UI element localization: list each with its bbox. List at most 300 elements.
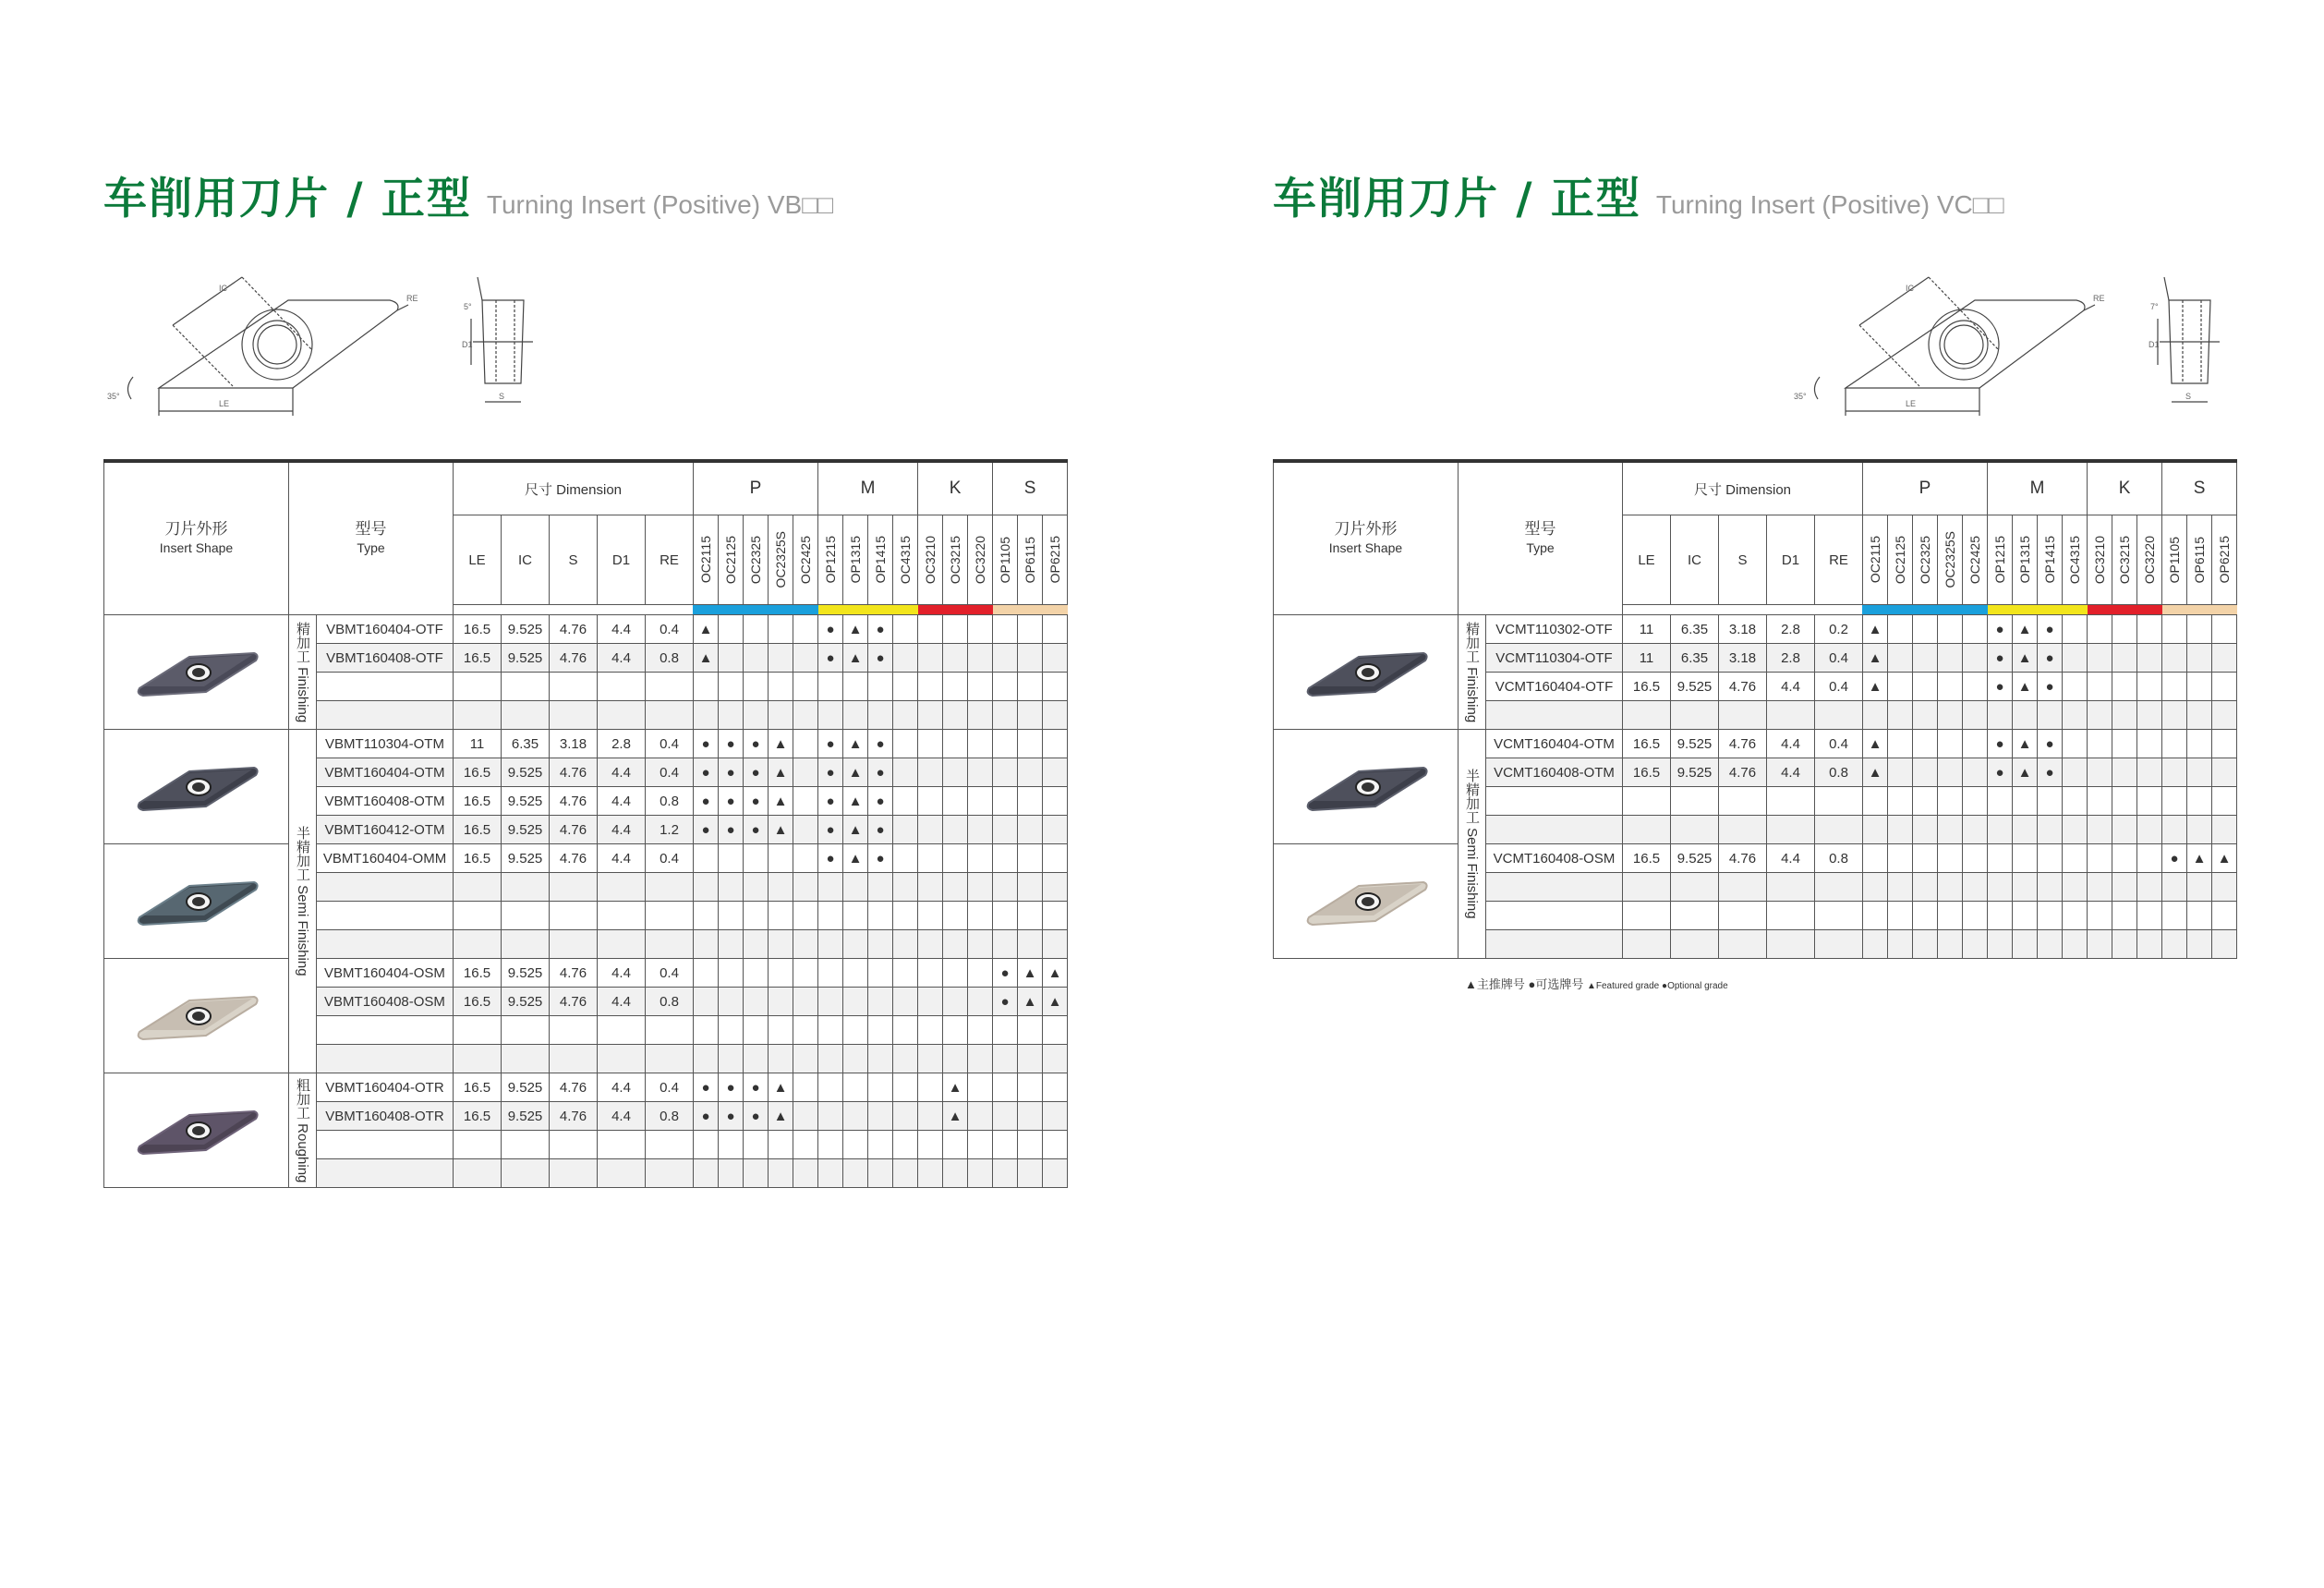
- grade-mark-cell: [1938, 701, 1963, 730]
- grade-mark-cell: [1043, 787, 1068, 816]
- grade-mark-cell: [2112, 615, 2137, 644]
- grade-col-op1315: [843, 515, 868, 605]
- grade-mark-cell: [1888, 787, 1913, 816]
- dim-cell: 9.525: [502, 644, 550, 673]
- dim-cell: 4.4: [598, 644, 646, 673]
- grade-mark-cell: [793, 816, 818, 844]
- grade-mark-cell: [1018, 1073, 1043, 1102]
- color-band: [818, 605, 843, 615]
- grade-mark-cell: [2212, 644, 2237, 673]
- group-header-k: K: [918, 461, 993, 515]
- grade-mark-cell: [843, 701, 868, 730]
- dim-cell: 4.76: [550, 844, 598, 873]
- grade-mark-cell: [1043, 701, 1068, 730]
- dim-cell: [1719, 902, 1767, 930]
- grade-label: OC2325: [748, 535, 764, 585]
- grade-mark-cell: [1938, 730, 1963, 758]
- grade-mark-cell: [793, 644, 818, 673]
- group-header-k: K: [2088, 461, 2162, 515]
- grade-mark-cell: [968, 988, 993, 1016]
- dim-cell: 1.2: [646, 816, 694, 844]
- grade-mark-cell: ▲: [2187, 844, 2212, 873]
- color-band: [2013, 605, 2038, 615]
- dim-cell: [550, 873, 598, 902]
- insert-shape-cell: [104, 844, 289, 959]
- dim-cell: 0.8: [646, 988, 694, 1016]
- dim-cell: [646, 873, 694, 902]
- grade-mark-cell: [744, 988, 769, 1016]
- dim-cell: 0.8: [1815, 844, 1863, 873]
- grade-mark-cell: [1043, 1016, 1068, 1045]
- grade-label: OP6115: [2192, 536, 2208, 584]
- grade-label: OP1215: [823, 536, 839, 584]
- grade-mark-cell: [744, 1131, 769, 1159]
- grade-mark-cell: [993, 873, 1018, 902]
- grade-mark-cell: ▲: [2013, 758, 2038, 787]
- grade-mark-cell: [1913, 673, 1938, 701]
- grade-label: OP1415: [873, 536, 889, 584]
- grade-mark-cell: [1018, 673, 1043, 701]
- grade-mark-cell: [993, 1159, 1018, 1188]
- grade-mark-cell: ●: [694, 816, 719, 844]
- grade-mark-cell: [943, 787, 968, 816]
- grade-mark-cell: [843, 873, 868, 902]
- grade-mark-cell: [1963, 644, 1988, 673]
- grade-mark-cell: [943, 1045, 968, 1073]
- grade-mark-cell: [2212, 816, 2237, 844]
- grade-mark-cell: [1938, 673, 1963, 701]
- grade-mark-cell: ▲: [2013, 615, 2038, 644]
- grade-mark-cell: ●: [744, 1102, 769, 1131]
- grade-mark-cell: [2038, 816, 2063, 844]
- dim-cell: 16.5: [454, 844, 502, 873]
- grade-mark-cell: [1913, 701, 1938, 730]
- dim-cell: [1671, 816, 1719, 844]
- grade-mark-cell: [893, 902, 918, 930]
- grade-mark-cell: [2112, 673, 2137, 701]
- grade-col-op1415: [2038, 515, 2063, 605]
- grade-mark-cell: [893, 758, 918, 787]
- grade-mark-cell: [2162, 930, 2187, 959]
- grade-mark-cell: [2137, 873, 2162, 902]
- grade-mark-cell: [943, 873, 968, 902]
- dim-cell: 16.5: [454, 1073, 502, 1102]
- grade-mark-cell: [1888, 701, 1913, 730]
- grade-mark-cell: [2063, 816, 2088, 844]
- grade-mark-cell: [769, 988, 793, 1016]
- grade-mark-cell: [993, 644, 1018, 673]
- grade-mark-cell: [993, 930, 1018, 959]
- grade-mark-cell: ▲: [1043, 959, 1068, 988]
- grade-mark-cell: [818, 1073, 843, 1102]
- grade-col-oc3210: [2088, 515, 2112, 605]
- grade-mark-cell: [818, 1159, 843, 1188]
- type-cell: [1486, 787, 1623, 816]
- dim-cell: [646, 1131, 694, 1159]
- grade-mark-cell: ●: [818, 816, 843, 844]
- dim-cell: [454, 902, 502, 930]
- grade-mark-cell: [2063, 844, 2088, 873]
- grade-label: OC2325S: [1943, 531, 1958, 588]
- color-band: [793, 605, 818, 615]
- grade-mark-cell: [1963, 701, 1988, 730]
- grade-mark-cell: [2013, 844, 2038, 873]
- dim-col-ic: IC: [1671, 515, 1719, 605]
- grade-mark-cell: [769, 1159, 793, 1188]
- type-cell: VBMT160404-OTF: [317, 615, 454, 644]
- table-row: [104, 959, 1068, 988]
- grade-mark-cell: [744, 673, 769, 701]
- dim-cell: [1767, 902, 1815, 930]
- grade-mark-cell: ●: [2038, 730, 2063, 758]
- table-row: [1274, 844, 2237, 873]
- le-label: LE: [219, 399, 230, 408]
- grade-mark-cell: [993, 1045, 1018, 1073]
- insert-photo-3: [1301, 869, 1431, 934]
- grade-mark-cell: ●: [2038, 673, 2063, 701]
- grade-mark-cell: [893, 644, 918, 673]
- grade-col-oc2125: [719, 515, 744, 605]
- dim-cell: 16.5: [454, 787, 502, 816]
- category-cell: [1459, 730, 1486, 959]
- grade-mark-cell: ▲: [2013, 673, 2038, 701]
- grade-mark-cell: [719, 902, 744, 930]
- dim-cell: [454, 1159, 502, 1188]
- dim-cell: 16.5: [454, 988, 502, 1016]
- grade-mark-cell: [793, 730, 818, 758]
- dim-cell: [1623, 873, 1671, 902]
- grade-mark-cell: [1888, 930, 1913, 959]
- grade-mark-cell: [1938, 930, 1963, 959]
- grade-mark-cell: ▲: [1018, 959, 1043, 988]
- grade-mark-cell: [2088, 930, 2112, 959]
- grade-mark-cell: [868, 1102, 893, 1131]
- grade-mark-cell: ▲: [843, 730, 868, 758]
- insert-photo-1: [132, 640, 261, 705]
- grade-mark-cell: [1043, 673, 1068, 701]
- category-label: 粗加工 Roughing: [295, 1077, 310, 1183]
- legend: [1465, 975, 1728, 992]
- group-header-p: P: [694, 461, 818, 515]
- grade-mark-cell: [2088, 758, 2112, 787]
- grade-mark-cell: [993, 902, 1018, 930]
- grade-mark-cell: [943, 988, 968, 1016]
- grade-mark-cell: [793, 673, 818, 701]
- grade-mark-cell: [719, 959, 744, 988]
- category-label: 半精加工 Semi Finishing: [295, 826, 310, 976]
- grade-mark-cell: ●: [868, 644, 893, 673]
- dim-cell: 4.76: [550, 959, 598, 988]
- grade-mark-cell: [893, 1016, 918, 1045]
- color-band: [943, 605, 968, 615]
- grade-mark-cell: [1863, 701, 1888, 730]
- grade-mark-cell: [719, 1045, 744, 1073]
- grade-col-op6115: [1018, 515, 1043, 605]
- grade-mark-cell: [1043, 816, 1068, 844]
- grade-col-op1105: [993, 515, 1018, 605]
- dim-cell: [1815, 902, 1863, 930]
- grade-mark-cell: [744, 701, 769, 730]
- grade-label: OC3220: [2142, 535, 2158, 585]
- grade-mark-cell: [1938, 873, 1963, 902]
- grade-mark-cell: [918, 988, 943, 1016]
- grade-mark-cell: [843, 673, 868, 701]
- grade-label: OC2115: [698, 536, 714, 584]
- grade-mark-cell: [2088, 873, 2112, 902]
- dim-cell: [502, 1016, 550, 1045]
- grade-mark-cell: [1963, 873, 1988, 902]
- grade-col-oc3215: [2112, 515, 2137, 605]
- type-cell: VBMT160412-OTM: [317, 816, 454, 844]
- grade-mark-cell: ▲: [843, 816, 868, 844]
- grade-mark-cell: [1018, 844, 1043, 873]
- grade-mark-cell: [1913, 930, 1938, 959]
- grade-mark-cell: [918, 730, 943, 758]
- grade-mark-cell: [818, 902, 843, 930]
- dim-cell: 6.35: [502, 730, 550, 758]
- grade-mark-cell: ▲: [694, 615, 719, 644]
- grade-mark-cell: ▲: [843, 644, 868, 673]
- grade-mark-cell: [2088, 902, 2112, 930]
- grade-mark-cell: [818, 1016, 843, 1045]
- grade-mark-cell: [1963, 930, 1988, 959]
- grade-mark-cell: [968, 1045, 993, 1073]
- grade-mark-cell: [793, 959, 818, 988]
- dim-cell: [598, 1131, 646, 1159]
- ic-label: IC: [219, 284, 227, 293]
- grade-mark-cell: [968, 701, 993, 730]
- grade-mark-cell: [2088, 787, 2112, 816]
- grade-mark-cell: ●: [868, 844, 893, 873]
- dim-cell: [550, 701, 598, 730]
- grade-mark-cell: [843, 930, 868, 959]
- grade-mark-cell: [2212, 730, 2237, 758]
- grade-mark-cell: [868, 902, 893, 930]
- grade-mark-cell: [893, 816, 918, 844]
- grade-mark-cell: [1043, 873, 1068, 902]
- grade-mark-cell: [793, 1102, 818, 1131]
- dim-cell: 16.5: [1623, 758, 1671, 787]
- color-band: [843, 605, 868, 615]
- dim-cell: 4.76: [550, 644, 598, 673]
- dim-cell: 6.35: [1671, 644, 1719, 673]
- grade-mark-cell: [2013, 873, 2038, 902]
- grade-mark-cell: [1888, 844, 1913, 873]
- insert-shape-cell: [104, 1073, 289, 1188]
- dim-cell: 16.5: [1623, 844, 1671, 873]
- grade-mark-cell: [744, 1045, 769, 1073]
- grade-mark-cell: [2112, 873, 2137, 902]
- grade-mark-cell: [893, 730, 918, 758]
- grade-mark-cell: [993, 787, 1018, 816]
- grade-mark-cell: [918, 930, 943, 959]
- grade-mark-cell: [694, 930, 719, 959]
- dim-cell: 11: [454, 730, 502, 758]
- dim-cell: [598, 902, 646, 930]
- grade-mark-cell: ●: [818, 730, 843, 758]
- insert-shape-en: Insert Shape: [159, 540, 234, 555]
- grade-mark-cell: [893, 844, 918, 873]
- dim-col-le: LE: [454, 515, 502, 605]
- grade-mark-cell: [943, 1159, 968, 1188]
- dim-col-le: LE: [1623, 515, 1671, 605]
- type-cell: [317, 1131, 454, 1159]
- grade-label: OC2325: [1918, 535, 1933, 585]
- re-label: RE: [2093, 294, 2105, 303]
- dim-cell: 0.2: [1815, 615, 1863, 644]
- grade-mark-cell: [1888, 644, 1913, 673]
- grade-mark-cell: [2162, 787, 2187, 816]
- grade-mark-cell: [1913, 758, 1938, 787]
- grade-mark-cell: [1988, 844, 2013, 873]
- color-band: [719, 605, 744, 615]
- dim-cell: 0.8: [646, 787, 694, 816]
- type-label: [289, 520, 453, 557]
- type-cell: [317, 930, 454, 959]
- dim-cell: 16.5: [1623, 673, 1671, 701]
- dim-cell: 11: [1623, 644, 1671, 673]
- dimension-header: 尺寸 Dimension: [454, 461, 694, 515]
- grade-mark-cell: ▲: [1863, 758, 1888, 787]
- grade-mark-cell: [943, 816, 968, 844]
- insert-shape-cell: [1274, 615, 1459, 730]
- grade-mark-cell: [2038, 701, 2063, 730]
- grade-mark-cell: [2013, 787, 2038, 816]
- type-cell: VCMT110302-OTF: [1486, 615, 1623, 644]
- type-cell: VBMT160404-OTR: [317, 1073, 454, 1102]
- grade-mark-cell: [744, 644, 769, 673]
- grade-mark-cell: [1863, 902, 1888, 930]
- group-header-p: P: [1863, 461, 1988, 515]
- grade-mark-cell: [719, 1159, 744, 1188]
- grade-mark-cell: ▲: [769, 816, 793, 844]
- grade-mark-cell: ▲: [843, 787, 868, 816]
- type-header: [1459, 461, 1623, 615]
- grade-mark-cell: [868, 1131, 893, 1159]
- grade-mark-cell: [2013, 930, 2038, 959]
- grade-mark-cell: [1888, 758, 1913, 787]
- grade-mark-cell: [769, 644, 793, 673]
- color-band: [1018, 605, 1043, 615]
- grade-mark-cell: [1938, 902, 1963, 930]
- grade-mark-cell: ●: [818, 644, 843, 673]
- grade-col-op1105: [2162, 515, 2187, 605]
- grade-mark-cell: [918, 1016, 943, 1045]
- color-band: [2112, 605, 2137, 615]
- grade-mark-cell: [2187, 615, 2212, 644]
- dim-cell: [1719, 816, 1767, 844]
- type-cell: VBMT160408-OTM: [317, 787, 454, 816]
- grade-mark-cell: [793, 988, 818, 1016]
- grade-mark-cell: [2187, 730, 2212, 758]
- group-header-m: M: [818, 461, 918, 515]
- grade-mark-cell: [2112, 930, 2137, 959]
- grade-mark-cell: [843, 1131, 868, 1159]
- type-cell: [1486, 701, 1623, 730]
- grade-mark-cell: [2137, 758, 2162, 787]
- grade-mark-cell: [1988, 787, 2013, 816]
- page-title: [1273, 164, 2004, 226]
- dim-cell: 9.525: [502, 844, 550, 873]
- grade-mark-cell: [818, 1102, 843, 1131]
- table-row: [104, 615, 1068, 644]
- grade-mark-cell: ●: [719, 758, 744, 787]
- grade-mark-cell: [694, 959, 719, 988]
- dim-cell: 4.4: [598, 959, 646, 988]
- grade-mark-cell: [993, 1073, 1018, 1102]
- grade-mark-cell: [793, 1159, 818, 1188]
- grade-mark-cell: ▲: [843, 844, 868, 873]
- grade-mark-cell: [968, 959, 993, 988]
- grade-mark-cell: [719, 673, 744, 701]
- grade-mark-cell: [918, 816, 943, 844]
- grade-mark-cell: [2137, 902, 2162, 930]
- grade-mark-cell: [769, 902, 793, 930]
- grade-mark-cell: ▲: [769, 730, 793, 758]
- title-chinese: 车削用刀片 / 正型: [103, 174, 472, 224]
- grade-mark-cell: [1043, 1159, 1068, 1188]
- grade-mark-cell: [893, 930, 918, 959]
- grade-mark-cell: [918, 1159, 943, 1188]
- grade-mark-cell: [843, 1045, 868, 1073]
- dim-col-d1: D1: [1767, 515, 1815, 605]
- grade-col-oc2325s: [769, 515, 793, 605]
- grade-mark-cell: ●: [2038, 615, 2063, 644]
- color-band: [2187, 605, 2212, 615]
- color-band: [2038, 605, 2063, 615]
- dim-cell: 9.525: [502, 959, 550, 988]
- grade-mark-cell: [893, 1159, 918, 1188]
- grade-col-op6215: [1043, 515, 1068, 605]
- grade-mark-cell: [2162, 758, 2187, 787]
- grade-mark-cell: [843, 1016, 868, 1045]
- dim-cell: [646, 673, 694, 701]
- grade-mark-cell: [694, 1045, 719, 1073]
- grade-mark-cell: [1018, 873, 1043, 902]
- grade-mark-cell: [1913, 902, 1938, 930]
- s-label: S: [499, 392, 505, 401]
- dim-cell: [502, 1045, 550, 1073]
- grade-mark-cell: ▲: [1863, 615, 1888, 644]
- grade-label: OC2325S: [773, 531, 789, 588]
- grade-mark-cell: [1863, 787, 1888, 816]
- grade-mark-cell: [1938, 758, 1963, 787]
- grade-mark-cell: [769, 844, 793, 873]
- d1-label: D1: [2148, 340, 2160, 349]
- grade-mark-cell: [868, 701, 893, 730]
- color-band: [893, 605, 918, 615]
- table-row: [104, 1073, 1068, 1102]
- grade-mark-cell: [2187, 758, 2212, 787]
- insert-shape-cell: [104, 730, 289, 844]
- grade-col-oc3220: [2137, 515, 2162, 605]
- grade-mark-cell: [1938, 816, 1963, 844]
- dim-cell: 3.18: [550, 730, 598, 758]
- right-page: [1273, 0, 2252, 1588]
- dim-cell: 4.76: [550, 816, 598, 844]
- grade-mark-cell: [1043, 758, 1068, 787]
- dim-cell: 9.525: [1671, 730, 1719, 758]
- grade-col-oc4315: [893, 515, 918, 605]
- grade-mark-cell: [719, 1131, 744, 1159]
- grade-mark-cell: [1913, 730, 1938, 758]
- grade-mark-cell: [868, 1016, 893, 1045]
- grade-mark-cell: [1888, 730, 1913, 758]
- dim-cell: [502, 902, 550, 930]
- grade-mark-cell: [1963, 902, 1988, 930]
- color-band: [1963, 605, 1988, 615]
- grade-mark-cell: [719, 873, 744, 902]
